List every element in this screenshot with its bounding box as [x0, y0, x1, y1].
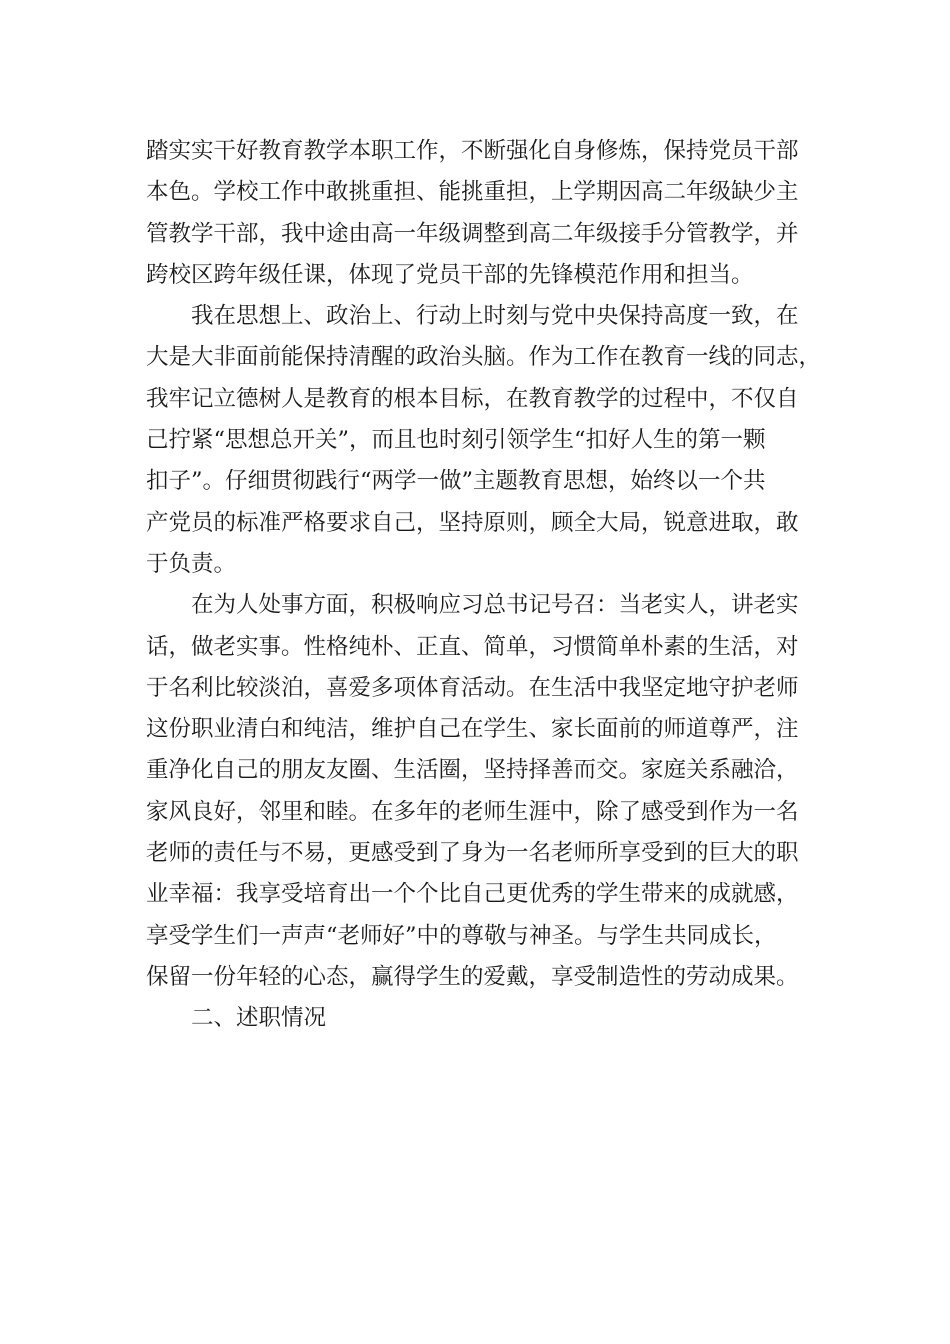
text-line: 扣子”。仔细贯彻践行“两学一做”主题教育思想，始终以一个共 — [146, 468, 766, 495]
paragraph-first-line: 我在思想上、政治上、行动上时刻与党中央保持高度一致，在 — [191, 303, 799, 330]
text-line: 老师的责任与不易，更感受到了身为一名老师所享受到的巨大的职 — [146, 840, 799, 867]
text-line: 享受学生们一声声“老师好”中的尊敬与神圣。与学生共同成长， — [146, 922, 777, 949]
text-line: 于名利比较淡泊，喜爱多项体育活动。在生活中我坚定地守护老师 — [146, 674, 799, 701]
text-line: 管教学干部，我中途由高一年级调整到高二年级接手分管教学，并 — [146, 220, 799, 247]
text-line: 这份职业清白和纯洁，维护自己在学生、家长面前的师道尊严，注 — [146, 716, 799, 743]
document-body — [146, 131, 822, 1040]
text-line: 本色。学校工作中敢挑重担、能挑重担，上学期因高二年级缺少主 — [146, 179, 799, 206]
paragraph-first-line: 在为人处事方面，积极响应习总书记号召：当老实人，讲老实 — [191, 592, 799, 619]
text-line: 踏实实干好教育教学本职工作，不断强化自身修炼，保持党员干部 — [146, 138, 799, 164]
text-line: 己拧紧“思想总开关”，而且也时刻引领学生“扣好人生的第一颗 — [146, 427, 766, 454]
text-line: 我牢记立德树人是教育的根本目标，在教育教学的过程中，不仅自 — [146, 385, 799, 412]
text-line: 家风良好，邻里和睦。在多年的老师生涯中，除了感受到作为一名 — [146, 798, 799, 825]
text-line: 大是大非面前能保持清醒的政治头脑。作为工作在教育一线的同志， — [146, 344, 822, 371]
section-heading: 二、述职情况 — [191, 1005, 327, 1032]
text-line: 业幸福：我享受培育出一个个比自己更优秀的学生带来的成就感， — [146, 881, 799, 908]
text-line: 于负责。 — [146, 550, 237, 577]
text-line: 保留一份年轻的心态，赢得学生的爱戴，享受制造性的劳动成果。 — [146, 963, 799, 990]
text-line: 跨校区跨年级任课，体现了党员干部的先锋模范作用和担当。 — [146, 261, 754, 288]
text-line: 产党员的标准严格要求自己，坚持原则，顾全大局，锐意进取，敢 — [146, 509, 799, 536]
text-line: 重净化自己的朋友友圈、生活圈，坚持择善而交。家庭关系融洽， — [146, 757, 799, 784]
text-line: 话，做老实事。性格纯朴、正直、简单，习惯简单朴素的生活，对 — [146, 633, 799, 660]
